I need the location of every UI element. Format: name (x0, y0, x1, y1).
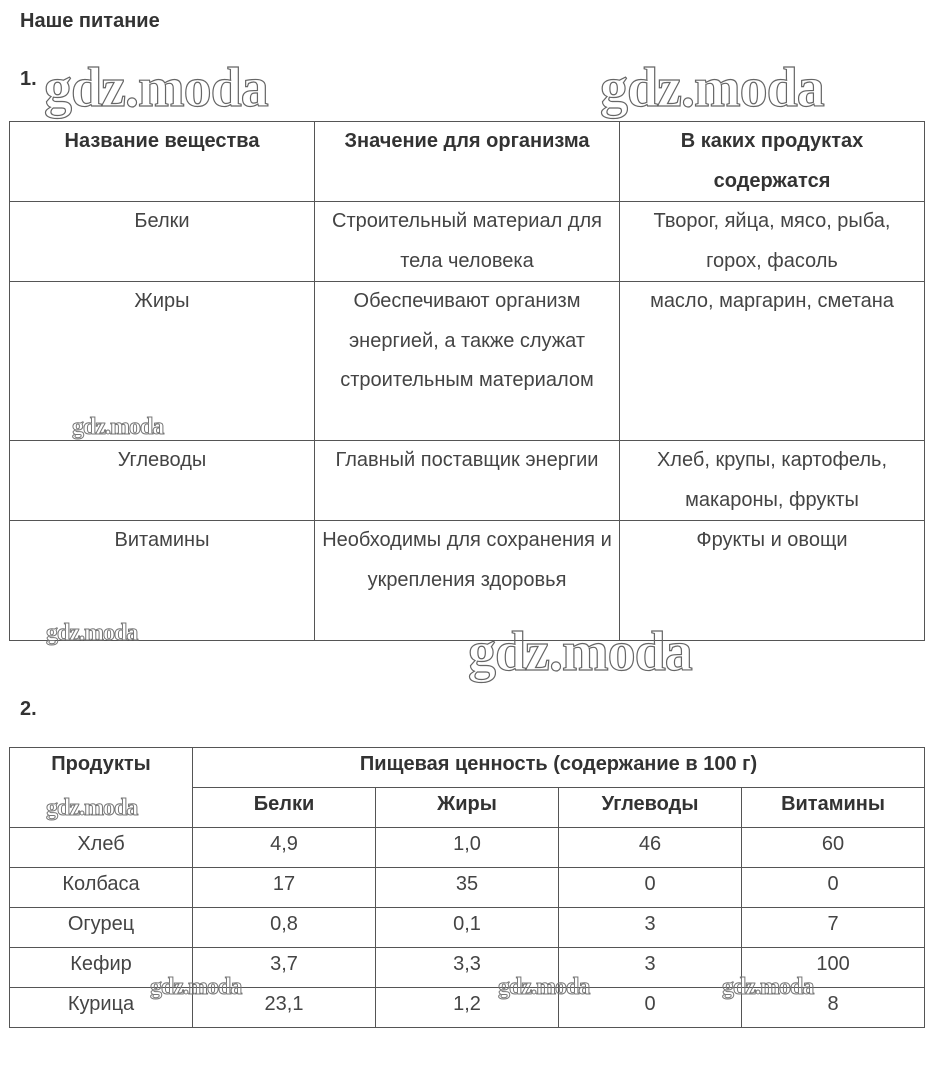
watermark: gdz.moda (44, 57, 268, 119)
table-header-row (10, 748, 925, 788)
header-products: Продукты (10, 748, 193, 828)
value-cell: 0 (742, 868, 925, 908)
substance-name: Витамины (10, 521, 315, 641)
table-row (10, 521, 925, 641)
value-cell: 0,8 (193, 908, 376, 948)
table-row (10, 282, 925, 441)
watermark: gdz.moda (468, 621, 692, 683)
watermark: gdz.moda (46, 795, 138, 821)
substance-products: Творог, яйца, мясо, рыба, горох, фасоль (620, 202, 925, 282)
nutrition-table (9, 747, 925, 1028)
value-cell: 1,0 (376, 828, 559, 868)
value-cell: 100 (742, 948, 925, 988)
substance-products: Фрукты и овощи (620, 521, 925, 641)
table-row (10, 202, 925, 282)
product-name: Колбаса (10, 868, 193, 908)
header-products: В каких продуктах содержатся (620, 122, 925, 202)
value-cell: 8 (742, 988, 925, 1028)
substance-name: Жиры (10, 282, 315, 441)
value-cell: 7 (742, 908, 925, 948)
value-cell: 1,2 (376, 988, 559, 1028)
section-2-number: 2. (20, 698, 37, 720)
watermark: gdz.moda (72, 414, 164, 440)
value-cell: 4,9 (193, 828, 376, 868)
table-row (10, 868, 925, 908)
value-cell: 35 (376, 868, 559, 908)
value-cell: 3 (559, 908, 742, 948)
substances-table (9, 121, 925, 641)
substance-name: Углеводы (10, 441, 315, 521)
watermark: gdz.moda (498, 974, 590, 1000)
value-cell: 3,3 (376, 948, 559, 988)
product-name: Кефир (10, 948, 193, 988)
header-nutrition-value: Пищевая ценность (содержание в 100 г) (193, 748, 925, 788)
table-row (10, 908, 925, 948)
header-substance: Название вещества (10, 122, 315, 202)
value-cell: 0 (559, 988, 742, 1028)
substance-meaning: Обеспечивают организм энергией, а также служат строительным материалом (315, 282, 620, 441)
substance-products: масло, маргарин, сметана (620, 282, 925, 441)
product-name: Огурец (10, 908, 193, 948)
value-cell: 0 (559, 868, 742, 908)
table-row (10, 441, 925, 521)
value-cell: 0,1 (376, 908, 559, 948)
header-meaning: Значение для организма (315, 122, 620, 202)
value-cell: 17 (193, 868, 376, 908)
subheader-fats: Жиры (376, 788, 559, 828)
subheader-proteins: Белки (193, 788, 376, 828)
section-1-number: 1. (20, 68, 37, 90)
table-header-row (10, 122, 925, 202)
watermark: gdz.moda (46, 620, 138, 646)
substance-name: Белки (10, 202, 315, 282)
subheader-vitamins: Витамины (742, 788, 925, 828)
substance-meaning: Строительный материал для тела человека (315, 202, 620, 282)
substance-meaning: Главный поставщик энергии (315, 441, 620, 521)
value-cell: 3 (559, 948, 742, 988)
table-row (10, 828, 925, 868)
value-cell: 23,1 (193, 988, 376, 1028)
substance-products: Хлеб, крупы, картофель, макароны, фрукты (620, 441, 925, 521)
table-row (10, 948, 925, 988)
table-row (10, 988, 925, 1028)
value-cell: 60 (742, 828, 925, 868)
value-cell: 3,7 (193, 948, 376, 988)
page-title: Наше питание (20, 10, 160, 32)
watermark: gdz.moda (722, 974, 814, 1000)
watermark: gdz.moda (600, 57, 824, 119)
product-name: Курица (10, 988, 193, 1028)
substance-meaning: Необходимы для сохранения и укрепления здоровья (315, 521, 620, 641)
subheader-carbs: Углеводы (559, 788, 742, 828)
product-name: Хлеб (10, 828, 193, 868)
watermark: gdz.moda (150, 974, 242, 1000)
value-cell: 46 (559, 828, 742, 868)
